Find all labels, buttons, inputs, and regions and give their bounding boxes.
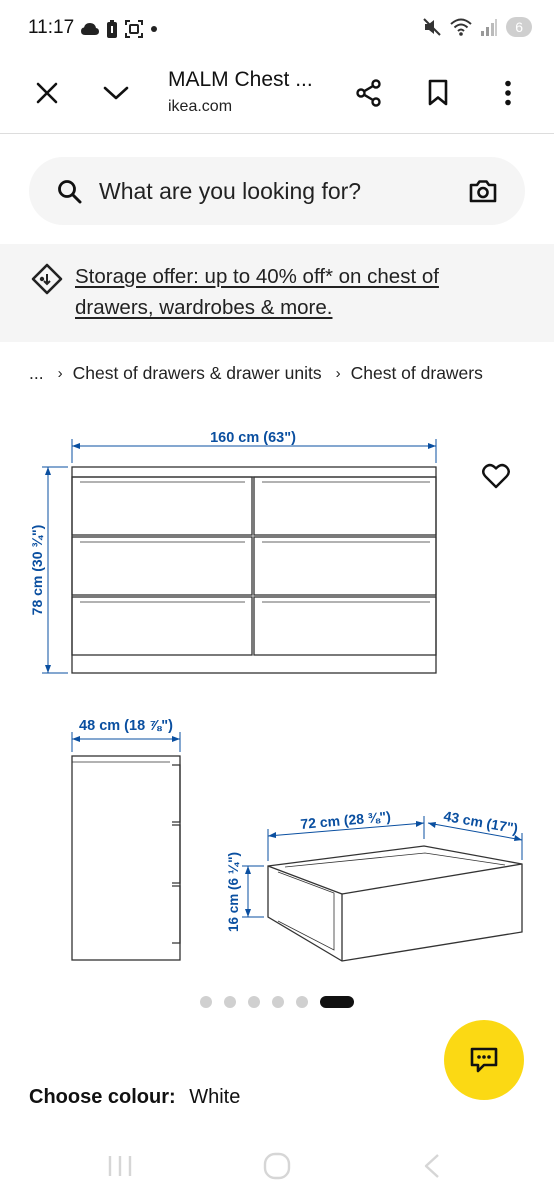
front-width-label: 160 cm (63"): [210, 430, 296, 446]
status-right: [422, 17, 532, 37]
carousel-dot[interactable]: [248, 996, 260, 1008]
page-title[interactable]: MALM Chest ...: [168, 68, 313, 91]
status-bar: [0, 0, 554, 60]
chevron-down-icon: [103, 85, 129, 101]
bookmark-icon: [427, 79, 449, 107]
product-image-gallery[interactable]: [0, 405, 554, 985]
tag-icon: [31, 263, 63, 295]
close-button[interactable]: [25, 71, 69, 115]
chat-button[interactable]: [444, 1020, 524, 1100]
carousel-dot[interactable]: [296, 996, 308, 1008]
search-icon: [57, 179, 82, 204]
signal-icon: [480, 17, 498, 37]
side-depth-dimension: [72, 732, 180, 752]
carousel-dot-active[interactable]: [320, 996, 354, 1008]
home-button[interactable]: [247, 1148, 307, 1184]
status-time: 11:17: [28, 17, 75, 38]
status-left-icons: [80, 18, 158, 40]
back-icon: [422, 1153, 442, 1179]
expand-button[interactable]: [94, 71, 138, 115]
front-height-label: 78 cm (30 ¾"): [29, 524, 45, 616]
search-input[interactable]: What are you looking for?: [99, 178, 362, 204]
drawer-depth-label: 43 cm (17"): [442, 807, 520, 837]
carousel-dot[interactable]: [272, 996, 284, 1008]
search-bar[interactable]: [29, 157, 525, 225]
front-view: [72, 467, 436, 673]
heart-icon: [482, 463, 510, 489]
browser-toolbar: [0, 60, 554, 134]
menu-button[interactable]: [486, 71, 530, 115]
breadcrumb-separator: ›: [335, 364, 341, 382]
wifi-icon: [450, 17, 472, 37]
notification-badge: 6: [506, 17, 532, 37]
drawer-width-label: 72 cm (28 ⅜"): [299, 808, 392, 832]
drawer-view: [268, 846, 522, 961]
front-height-dimension: [42, 467, 68, 673]
breadcrumb-ellipsis[interactable]: ...: [29, 362, 44, 383]
cloud-icon: [80, 21, 100, 37]
back-button[interactable]: [402, 1148, 462, 1184]
colour-label: Choose colour:: [29, 1086, 176, 1108]
recents-icon: [107, 1154, 133, 1178]
dimension-drawing: [0, 405, 554, 985]
breadcrumb-item[interactable]: Chest of drawers: [350, 362, 483, 383]
bookmark-button[interactable]: [416, 71, 460, 115]
battery-saver-icon: [106, 19, 118, 39]
system-nav-bar: [0, 1130, 554, 1200]
carousel-dot[interactable]: [200, 996, 212, 1008]
close-icon: [36, 82, 58, 104]
share-icon: [355, 79, 383, 107]
chat-icon: [469, 1046, 499, 1074]
favourite-button[interactable]: [478, 459, 514, 493]
drawer-height-dimension: [242, 866, 264, 917]
carousel-indicator: [200, 994, 354, 1010]
drawer-height-label: 16 cm (6 ¼"): [226, 852, 241, 932]
offer-banner: [0, 244, 554, 342]
camera-icon: [469, 179, 497, 203]
carousel-dot[interactable]: [224, 996, 236, 1008]
page-url[interactable]: ikea.com: [168, 98, 233, 115]
side-depth-label: 48 cm (18 ⅞"): [79, 718, 173, 734]
screenshot-icon: [124, 19, 144, 39]
side-view: [72, 756, 180, 960]
breadcrumb-separator: ›: [57, 364, 63, 382]
breadcrumb-item[interactable]: Chest of drawers & drawer units: [72, 362, 322, 383]
colour-selector[interactable]: [29, 1086, 240, 1109]
camera-search-button[interactable]: [465, 175, 501, 207]
recents-button[interactable]: [90, 1148, 150, 1184]
mute-icon: [422, 17, 442, 37]
colour-value: White: [189, 1086, 241, 1108]
dot-icon: [150, 25, 158, 33]
offer-link[interactable]: Storage offer: up to 40% off* on chest of drawers, wardrobes & more.: [75, 265, 439, 319]
share-button[interactable]: [347, 71, 391, 115]
more-vertical-icon: [504, 80, 512, 106]
breadcrumb: [29, 360, 483, 386]
home-icon: [263, 1152, 291, 1180]
